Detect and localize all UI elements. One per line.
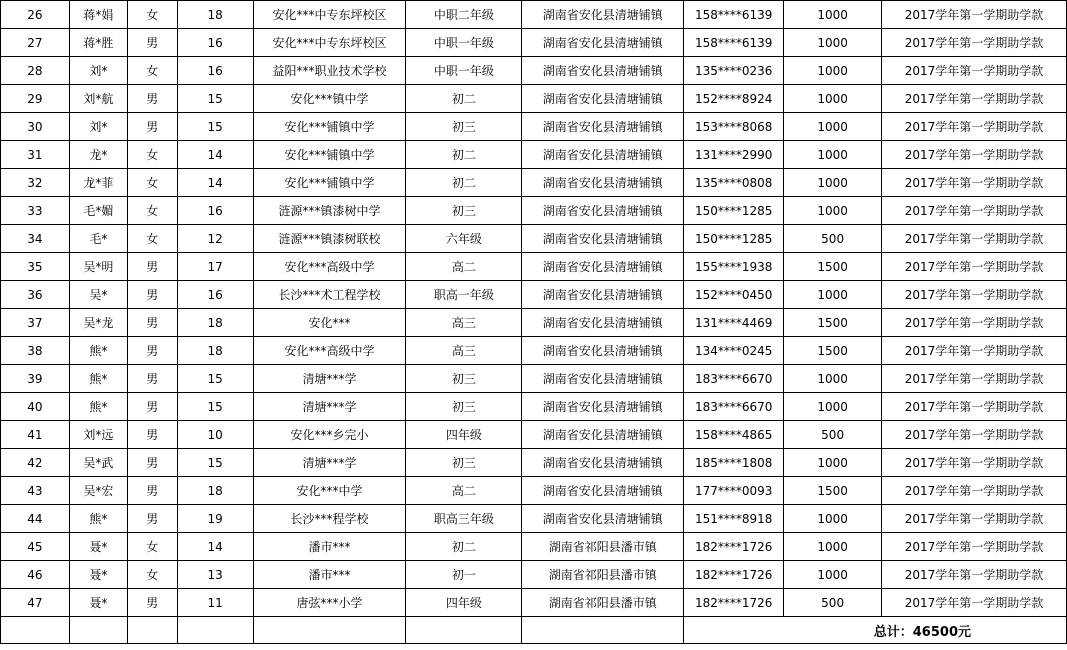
cell-school: 长沙***程学校 [253,505,406,533]
cell-phone: 158****6139 [684,29,784,57]
cell-address: 湖南省安化县清塘铺镇 [522,113,684,141]
cell-grade: 中职一年级 [406,57,522,85]
table-row [1,169,1067,197]
cell-age: 13 [177,561,253,589]
cell-address: 湖南省安化县清塘铺镇 [522,1,684,29]
table-row [1,197,1067,225]
cell-index: 31 [1,141,70,169]
cell-gender: 男 [127,253,177,281]
table-row [1,365,1067,393]
cell-grade: 初二 [406,533,522,561]
table-row [1,281,1067,309]
cell-purpose: 2017学年第一学期助学款 [882,365,1067,393]
cell-name: 龙*菲 [69,169,127,197]
cell-purpose: 2017学年第一学期助学款 [882,169,1067,197]
cell-grade: 初三 [406,365,522,393]
cell-address: 湖南省安化县清塘铺镇 [522,309,684,337]
cell-purpose: 2017学年第一学期助学款 [882,113,1067,141]
cell-age: 15 [177,365,253,393]
cell-name: 刘* [69,113,127,141]
cell-grade: 初二 [406,85,522,113]
cell-index: 27 [1,29,70,57]
cell-index: 43 [1,477,70,505]
total-amount: 总计：46500元 [684,617,1067,644]
cell-name: 刘*航 [69,85,127,113]
cell-index: 45 [1,533,70,561]
cell-name: 吴*龙 [69,309,127,337]
table-row [1,225,1067,253]
cell-amount: 1000 [784,113,882,141]
cell-name: 聂* [69,561,127,589]
cell-phone: 150****1285 [684,197,784,225]
cell-school: 潘市*** [253,533,406,561]
cell-school: 清塘***学 [253,365,406,393]
cell-phone: 135****0236 [684,57,784,85]
table-row [1,533,1067,561]
cell-address: 湖南省安化县清塘铺镇 [522,29,684,57]
cell-amount: 1000 [784,561,882,589]
cell-gender: 男 [127,281,177,309]
cell-grade: 初三 [406,449,522,477]
table-row [1,505,1067,533]
cell-amount: 1000 [784,141,882,169]
cell-purpose: 2017学年第一学期助学款 [882,449,1067,477]
empty-cell [1,617,70,644]
cell-name: 刘*远 [69,421,127,449]
cell-school: 安化***高级中学 [253,253,406,281]
cell-purpose: 2017学年第一学期助学款 [882,253,1067,281]
cell-age: 14 [177,533,253,561]
cell-address: 湖南省安化县清塘铺镇 [522,477,684,505]
cell-amount: 1000 [784,449,882,477]
cell-name: 熊* [69,393,127,421]
cell-gender: 男 [127,337,177,365]
cell-age: 15 [177,393,253,421]
cell-phone: 177****0093 [684,477,784,505]
cell-phone: 152****8924 [684,85,784,113]
cell-gender: 男 [127,477,177,505]
cell-address: 湖南省安化县清塘铺镇 [522,365,684,393]
table-row [1,421,1067,449]
cell-name: 熊* [69,365,127,393]
cell-age: 11 [177,589,253,617]
cell-amount: 1000 [784,393,882,421]
cell-purpose: 2017学年第一学期助学款 [882,589,1067,617]
cell-address: 湖南省安化县清塘铺镇 [522,421,684,449]
cell-school: 安化***铺镇中学 [253,169,406,197]
cell-address: 湖南省安化县清塘铺镇 [522,169,684,197]
table-row [1,589,1067,617]
cell-purpose: 2017学年第一学期助学款 [882,561,1067,589]
cell-name: 聂* [69,533,127,561]
cell-amount: 1000 [784,29,882,57]
cell-phone: 134****0245 [684,337,784,365]
cell-school: 安化*** [253,309,406,337]
cell-address: 湖南省安化县清塘铺镇 [522,281,684,309]
table-row [1,85,1067,113]
cell-age: 10 [177,421,253,449]
cell-index: 38 [1,337,70,365]
cell-age: 16 [177,57,253,85]
cell-index: 32 [1,169,70,197]
cell-address: 湖南省安化县清塘铺镇 [522,449,684,477]
cell-purpose: 2017学年第一学期助学款 [882,57,1067,85]
table-row [1,29,1067,57]
cell-grade: 初一 [406,561,522,589]
cell-grade: 初三 [406,113,522,141]
table-row [1,253,1067,281]
cell-gender: 女 [127,533,177,561]
cell-purpose: 2017学年第一学期助学款 [882,421,1067,449]
cell-index: 29 [1,85,70,113]
cell-amount: 1000 [784,1,882,29]
cell-gender: 女 [127,169,177,197]
cell-index: 42 [1,449,70,477]
cell-name: 聂* [69,589,127,617]
cell-grade: 高三 [406,309,522,337]
cell-name: 蒋*胜 [69,29,127,57]
cell-name: 熊* [69,505,127,533]
cell-gender: 男 [127,85,177,113]
cell-name: 龙* [69,141,127,169]
cell-amount: 1000 [784,169,882,197]
cell-phone: 152****0450 [684,281,784,309]
cell-address: 湖南省安化县清塘铺镇 [522,253,684,281]
cell-grade: 六年级 [406,225,522,253]
cell-amount: 1000 [784,365,882,393]
cell-index: 34 [1,225,70,253]
cell-school: 益阳***职业技术学校 [253,57,406,85]
cell-gender: 男 [127,589,177,617]
cell-index: 35 [1,253,70,281]
cell-name: 熊* [69,337,127,365]
cell-school: 安化***高级中学 [253,337,406,365]
cell-index: 26 [1,1,70,29]
cell-index: 41 [1,421,70,449]
cell-address: 湖南省安化县清塘铺镇 [522,225,684,253]
cell-purpose: 2017学年第一学期助学款 [882,477,1067,505]
cell-grade: 中职二年级 [406,1,522,29]
cell-amount: 1500 [784,337,882,365]
cell-phone: 182****1726 [684,589,784,617]
cell-address: 湖南省安化县清塘铺镇 [522,505,684,533]
cell-address: 湖南省安化县清塘铺镇 [522,141,684,169]
cell-purpose: 2017学年第一学期助学款 [882,85,1067,113]
cell-gender: 男 [127,421,177,449]
cell-school: 清塘***学 [253,393,406,421]
table-row [1,449,1067,477]
cell-school: 安化***中学 [253,477,406,505]
cell-school: 长沙***术工程学校 [253,281,406,309]
cell-amount: 1000 [784,57,882,85]
cell-gender: 女 [127,1,177,29]
table-row [1,393,1067,421]
cell-amount: 1500 [784,477,882,505]
cell-school: 安化***镇中学 [253,85,406,113]
cell-amount: 1500 [784,309,882,337]
empty-cell [522,617,684,644]
cell-school: 安化***中专东坪校区 [253,29,406,57]
table-row [1,337,1067,365]
cell-gender: 男 [127,449,177,477]
cell-purpose: 2017学年第一学期助学款 [882,337,1067,365]
cell-phone: 131****4469 [684,309,784,337]
cell-address: 湖南省安化县清塘铺镇 [522,197,684,225]
cell-purpose: 2017学年第一学期助学款 [882,1,1067,29]
empty-cell [69,617,127,644]
cell-phone: 131****2990 [684,141,784,169]
cell-age: 19 [177,505,253,533]
cell-purpose: 2017学年第一学期助学款 [882,393,1067,421]
cell-address: 湖南省安化县清塘铺镇 [522,393,684,421]
cell-purpose: 2017学年第一学期助学款 [882,197,1067,225]
cell-name: 毛* [69,225,127,253]
cell-index: 30 [1,113,70,141]
cell-gender: 男 [127,29,177,57]
cell-grade: 职高三年级 [406,505,522,533]
empty-cell [127,617,177,644]
cell-name: 蒋*娟 [69,1,127,29]
cell-age: 18 [177,337,253,365]
cell-gender: 男 [127,393,177,421]
cell-grade: 四年级 [406,589,522,617]
cell-address: 湖南省祁阳县潘市镇 [522,561,684,589]
cell-age: 16 [177,197,253,225]
cell-grade: 初二 [406,141,522,169]
cell-gender: 女 [127,57,177,85]
cell-amount: 1000 [784,197,882,225]
cell-gender: 男 [127,365,177,393]
cell-phone: 182****1726 [684,533,784,561]
cell-phone: 155****1938 [684,253,784,281]
cell-school: 安化***铺镇中学 [253,141,406,169]
cell-grade: 初三 [406,197,522,225]
cell-phone: 182****1726 [684,561,784,589]
table-row [1,141,1067,169]
cell-age: 16 [177,29,253,57]
cell-amount: 500 [784,421,882,449]
cell-index: 47 [1,589,70,617]
cell-school: 涟源***镇漆树联校 [253,225,406,253]
cell-address: 湖南省祁阳县潘市镇 [522,589,684,617]
cell-purpose: 2017学年第一学期助学款 [882,29,1067,57]
cell-grade: 高二 [406,253,522,281]
cell-index: 37 [1,309,70,337]
cell-phone: 158****4865 [684,421,784,449]
cell-age: 18 [177,477,253,505]
cell-index: 39 [1,365,70,393]
cell-grade: 中职一年级 [406,29,522,57]
empty-cell [406,617,522,644]
cell-amount: 1000 [784,85,882,113]
cell-gender: 女 [127,225,177,253]
cell-purpose: 2017学年第一学期助学款 [882,141,1067,169]
cell-amount: 1000 [784,505,882,533]
cell-school: 唐弦***小学 [253,589,406,617]
cell-purpose: 2017学年第一学期助学款 [882,225,1067,253]
cell-purpose: 2017学年第一学期助学款 [882,281,1067,309]
cell-phone: 183****6670 [684,393,784,421]
total-row [1,617,1067,644]
cell-purpose: 2017学年第一学期助学款 [882,309,1067,337]
empty-cell [177,617,253,644]
cell-phone: 185****1808 [684,449,784,477]
cell-index: 44 [1,505,70,533]
cell-age: 14 [177,141,253,169]
cell-address: 湖南省安化县清塘铺镇 [522,85,684,113]
table-row [1,113,1067,141]
table-row [1,309,1067,337]
cell-grade: 高三 [406,337,522,365]
cell-index: 33 [1,197,70,225]
cell-amount: 1000 [784,533,882,561]
cell-gender: 男 [127,309,177,337]
cell-gender: 女 [127,561,177,589]
cell-address: 湖南省安化县清塘铺镇 [522,57,684,85]
cell-school: 涟源***镇漆树中学 [253,197,406,225]
cell-age: 15 [177,85,253,113]
cell-gender: 女 [127,197,177,225]
table-row [1,1,1067,29]
cell-grade: 初三 [406,393,522,421]
cell-age: 18 [177,1,253,29]
table-row [1,57,1067,85]
cell-age: 16 [177,281,253,309]
cell-phone: 183****6670 [684,365,784,393]
cell-address: 湖南省祁阳县潘市镇 [522,533,684,561]
cell-purpose: 2017学年第一学期助学款 [882,505,1067,533]
cell-name: 吴*明 [69,253,127,281]
cell-phone: 158****6139 [684,1,784,29]
cell-amount: 500 [784,589,882,617]
cell-phone: 151****8918 [684,505,784,533]
cell-age: 17 [177,253,253,281]
cell-grade: 高二 [406,477,522,505]
cell-name: 吴*武 [69,449,127,477]
cell-phone: 135****0808 [684,169,784,197]
cell-phone: 150****1285 [684,225,784,253]
cell-name: 刘* [69,57,127,85]
cell-name: 吴* [69,281,127,309]
empty-cell [253,617,406,644]
cell-index: 46 [1,561,70,589]
cell-address: 湖南省安化县清塘铺镇 [522,337,684,365]
cell-name: 毛*媚 [69,197,127,225]
cell-school: 安化***乡完小 [253,421,406,449]
cell-grade: 四年级 [406,421,522,449]
cell-index: 28 [1,57,70,85]
cell-age: 14 [177,169,253,197]
cell-index: 40 [1,393,70,421]
cell-purpose: 2017学年第一学期助学款 [882,533,1067,561]
table-body [1,1,1067,644]
table-row [1,561,1067,589]
cell-school: 安化***铺镇中学 [253,113,406,141]
cell-amount: 1000 [784,281,882,309]
cell-grade: 初二 [406,169,522,197]
cell-gender: 男 [127,113,177,141]
cell-age: 15 [177,113,253,141]
cell-school: 潘市*** [253,561,406,589]
cell-age: 18 [177,309,253,337]
cell-amount: 500 [784,225,882,253]
table-row [1,477,1067,505]
cell-phone: 153****8068 [684,113,784,141]
cell-age: 15 [177,449,253,477]
cell-age: 12 [177,225,253,253]
cell-name: 吴*宏 [69,477,127,505]
cell-school: 清塘***学 [253,449,406,477]
cell-index: 36 [1,281,70,309]
cell-gender: 男 [127,505,177,533]
cell-amount: 1500 [784,253,882,281]
cell-grade: 职高一年级 [406,281,522,309]
cell-gender: 女 [127,141,177,169]
cell-school: 安化***中专东坪校区 [253,1,406,29]
